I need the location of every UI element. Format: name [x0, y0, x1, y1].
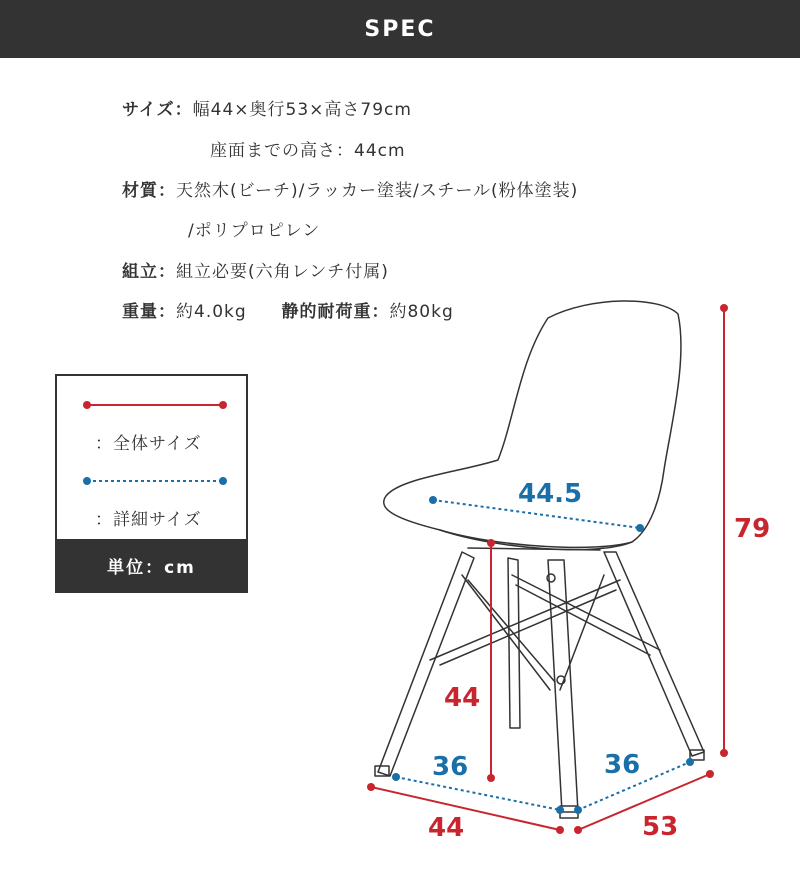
legend-unit-bar: 単位：cm	[57, 539, 246, 591]
dim-dot-seat-height-bottom	[487, 774, 495, 782]
spec-seat-height: 座面までの高さ：44cm	[210, 141, 406, 161]
page-title: SPEC	[364, 16, 436, 42]
spec-load-key: 静的耐荷重：	[281, 302, 390, 322]
legend-overall-label: ：全体サイズ	[95, 434, 202, 454]
spec-material-key: 材質：	[122, 181, 176, 201]
spec-load-value: 約80kg	[389, 302, 454, 322]
chair-brace-1	[462, 575, 550, 690]
chair-leg-back-right	[604, 552, 704, 756]
dim-label-seat-height: 44	[444, 683, 481, 713]
dim-line-width	[371, 787, 560, 830]
dim-dot-width-left	[367, 783, 375, 791]
dim-dot-total-height-bottom	[720, 749, 728, 757]
dim-dot-leg-span-front-left	[392, 773, 400, 781]
dim-dot-width-right	[556, 826, 564, 834]
dim-dot-leg-span-front-right	[556, 806, 564, 814]
dim-dot-leg-span-side-right	[686, 758, 694, 766]
chair-brace-3	[430, 580, 620, 660]
chair-shell	[384, 301, 681, 547]
chair-brace-5	[512, 575, 660, 650]
chair-mount	[468, 548, 600, 550]
dim-label-seat-width: 44.5	[518, 479, 583, 509]
spec-material-continued: /ポリプロピレン	[188, 221, 321, 241]
dim-dot-seat-width-right	[636, 524, 644, 532]
dim-label-leg-span-front: 36	[432, 752, 469, 782]
spec-size-key: サイズ：	[122, 100, 193, 120]
spec-weight-key: 重量：	[122, 302, 176, 322]
chair-leg-front-left	[378, 552, 474, 776]
dim-dot-leg-span-side-left	[574, 806, 582, 814]
chair-leg-front-right	[548, 560, 578, 812]
dim-label-total-height: 79	[734, 514, 771, 544]
chair-bolt-1	[547, 574, 555, 582]
spec-material-value: 天然木(ビーチ)/ラッカー塗装/スチール(粉体塗装)	[176, 181, 579, 201]
legend-detail-label: ：詳細サイズ	[95, 510, 202, 530]
dim-label-width: 44	[428, 813, 465, 843]
dim-label-depth: 53	[642, 812, 679, 842]
spec-size-value: 幅44×奥行53×高さ79cm	[192, 100, 412, 120]
dim-dot-total-height-top	[720, 304, 728, 312]
chair-brace-7	[560, 575, 604, 690]
dim-dot-seat-width-left	[429, 496, 437, 504]
chair-brace-2	[468, 580, 555, 682]
chair-brace-4	[440, 590, 616, 665]
dim-dot-depth-left	[574, 826, 582, 834]
dim-line-leg-span-front	[396, 777, 560, 810]
spec-assembly-value: 組立必要(六角レンチ付属)	[176, 262, 389, 282]
dim-dot-seat-height-top	[487, 539, 495, 547]
spec-weight-value: 約4.0kg	[176, 302, 247, 322]
spec-assembly-key: 組立：	[122, 262, 176, 282]
dim-dot-depth-right	[706, 770, 714, 778]
dim-label-leg-span-side: 36	[604, 750, 641, 780]
